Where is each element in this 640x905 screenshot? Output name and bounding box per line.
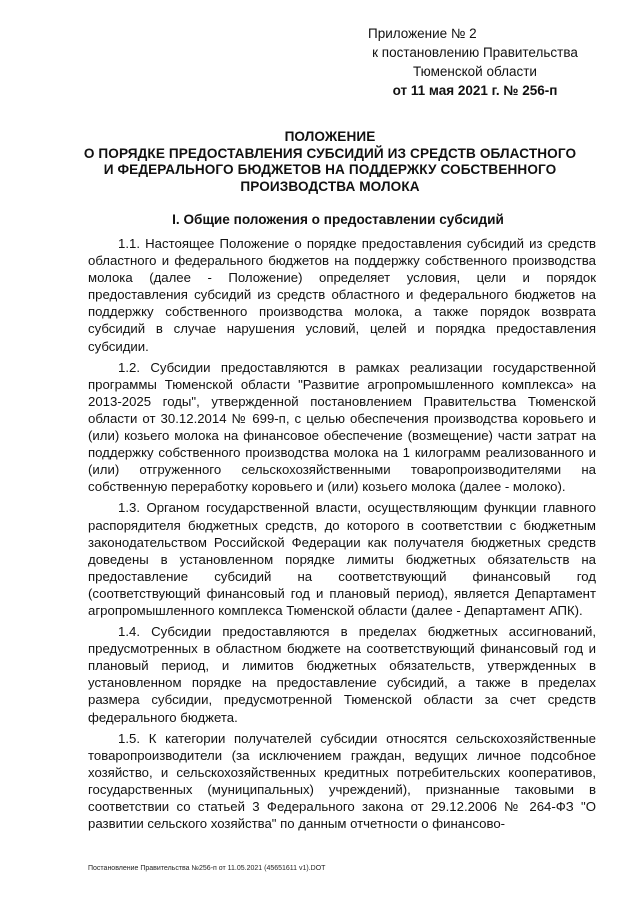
title-line-1: ПОЛОЖЕНИЕ <box>284 129 376 144</box>
paragraph-1-3: 1.3. Органом государственной власти, осуществляющим функции главного распорядителя бюджетных средств, до которого в соответствии с бюджетным законодательством Российской Федерации как получателя бюджетных средств доведены в установленном порядке лимиты бюджетных обязательств на предоставление субсидий на соответствующий финансовый год (соответствующий финансовый год и плановый период), является Департамент агропромышленного комплекса Тюменской области (далее - Департамент АПК). <box>88 500 596 618</box>
paragraph-1-4: 1.4. Субсидии предоставляются в пределах бюджетных ассигнований, предусмотренных в областном бюджете на соответствующий финансовый год и плановый период, и лимитов бюджетных обязательств, утвержденных в установленном порядке на предоставление субсидий, а также в пределах размера субсидии, предусмотренной Тюменской области за счет средств федерального бюджета. <box>88 624 596 725</box>
appendix-date: от 11 мая 2021 г. № 256-п <box>392 83 558 98</box>
appendix-region: Тюменской области <box>413 64 537 79</box>
appendix-reference: к постановлению Правительства <box>372 45 578 60</box>
paragraph-1-2: 1.2. Субсидии предоставляются в рамках реализации государственной программы Тюменской области "Развитие агропромышленного комплекса» на 2013-2025 годы", утвержденной постановлением Правительства Тюменской области от 30.12.2014 № 699-п, с целью обеспечения производства коровьего и (или) козьего молока на финансовое обеспечение (возмещение) части затрат на поддержку собственного производства молока на 1 килограмм реализованного и (или) отгруженного сельскохозяйственными товаропроизводителями на собственную переработку коровьего и (или) козьего молока (далее - молоко). <box>88 359 596 495</box>
document-footer: Постановление Правительства №256-п от 11.05.2021 (45651611 v1).DOT <box>88 865 326 872</box>
appendix-number: Приложение № 2 <box>368 26 477 41</box>
document-title <box>56 129 604 195</box>
section-heading: I. Общие положения о предоставлении субсидий <box>172 212 504 227</box>
paragraph-1-5: 1.5. К категории получателей субсидии относятся сельскохозяйственные товаропроизводители (за исключением граждан, ведущих личное подсобное хозяйство, и сельскохозяйственных кредитных потребительских кооперативов, государственных (муниципальных) учреждений), признанные таковыми в соответствии со статьей 3 Федерального закона от 29.12.2006 № 264-ФЗ "О развитии сельского хозяйства" по данным отчетности о финансово- <box>88 730 596 832</box>
paragraph-1-1: 1.1. Настоящее Положение о порядке предоставления субсидий из средств областного и федерального бюджетов на поддержку собственного производства молока (далее - Положение) определяет условия, цели и порядок предоставления субсидий из средств областного и федерального бюджетов на поддержку собственного производства молока, а также порядок возврата субсидий в случае нарушения условий, целей и порядка предоставления субсидии. <box>88 236 596 354</box>
title-line-4: ПРОИЗВОДСТВА МОЛОКА <box>240 178 420 194</box>
title-line-3: И ФЕДЕРАЛЬНОГО БЮДЖЕТОВ НА ПОДДЕРЖКУ СОБСТВЕННОГО <box>103 162 557 177</box>
title-line-2: О ПОРЯДКЕ ПРЕДОСТАВЛЕНИЯ СУБСИДИЙ ИЗ СРЕДСТВ ОБЛАСТНОГО <box>83 145 577 161</box>
appendix-header <box>340 24 610 100</box>
document-body <box>88 235 596 836</box>
